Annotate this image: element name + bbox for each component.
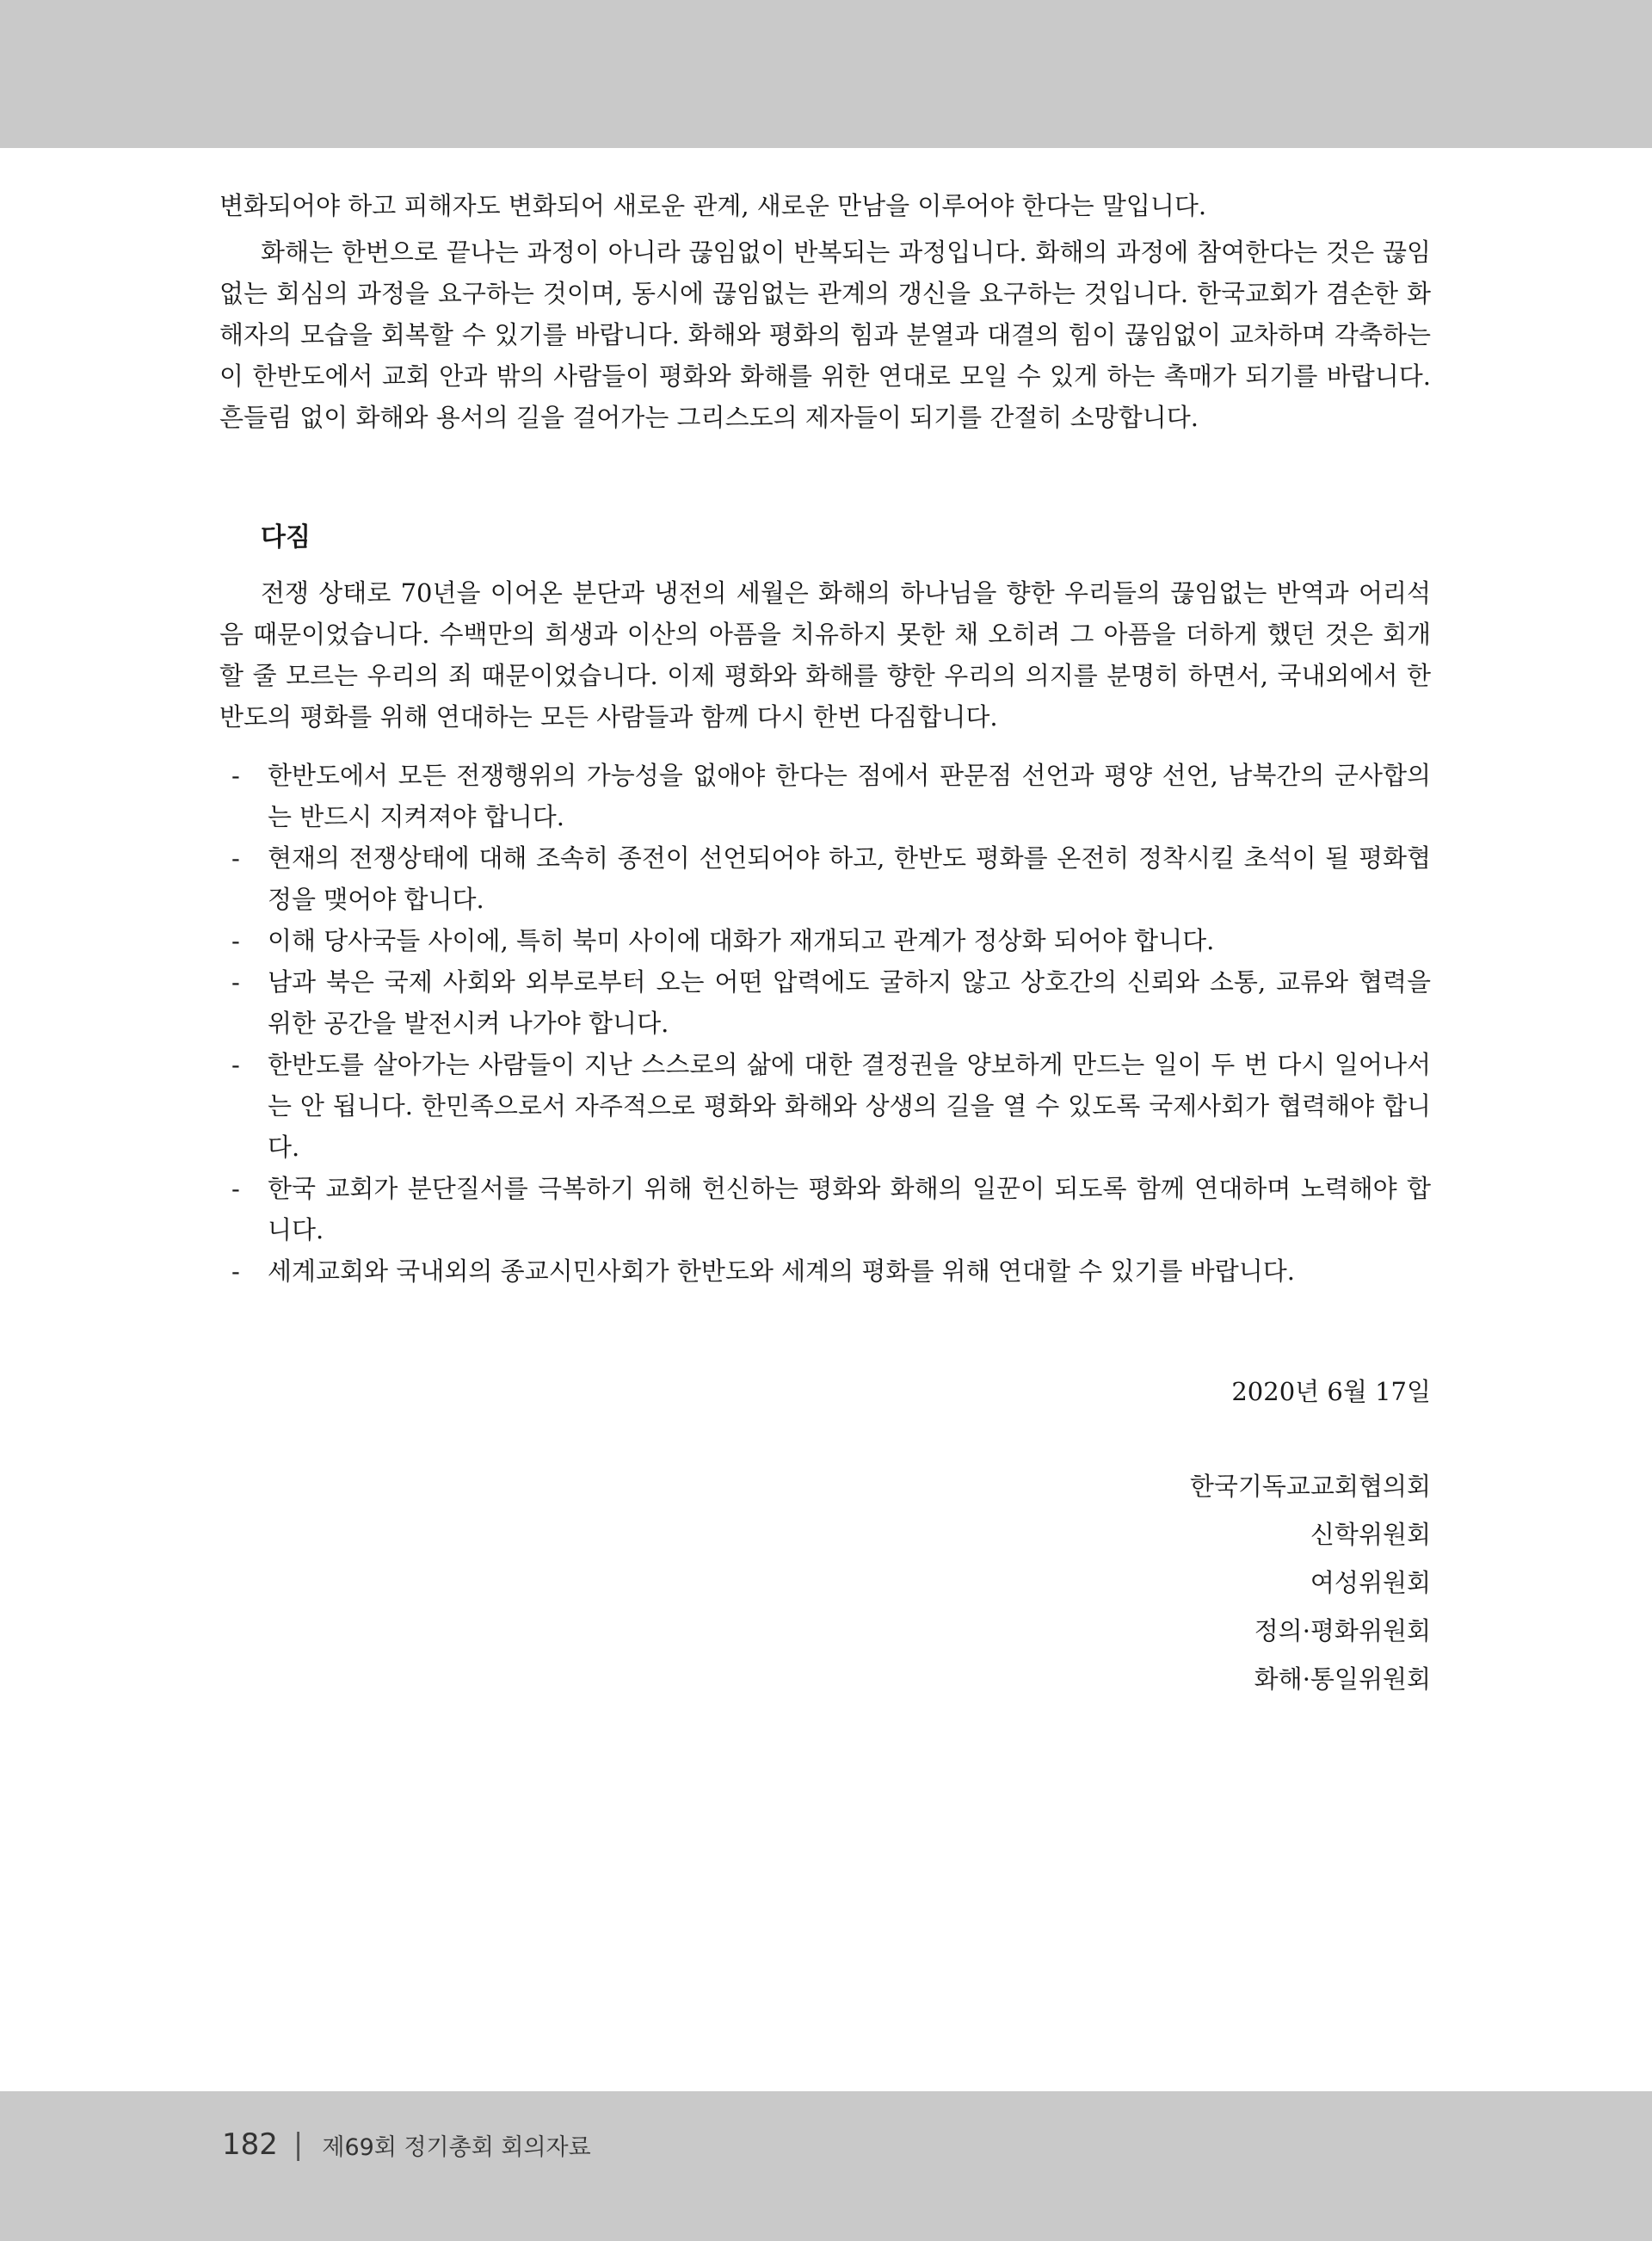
pledge-item-5: - 한반도를 살아가는 사람들이 지난 스스로의 삶에 대한 결정권을 양보하게 만드는 일이 두 번 다시 일어나서는 안 됩니다. 한민족으로서 자주적으로 평화와 화해와 상생의 길을 열 수 있도록 국제사회가 협력해야 합니다. bbox=[219, 1044, 1431, 1168]
footer-separator: | bbox=[293, 2127, 304, 2162]
pledge-item-1: - 한반도에서 모든 전쟁행위의 가능성을 없애야 한다는 점에서 판문점 선언과 평양 선언, 남북간의 군사합의는 반드시 지켜져야 합니다. bbox=[219, 755, 1431, 837]
pledge-item-3: - 이해 당사국들 사이에, 특히 북미 사이에 대화가 재개되고 관계가 정상화 되어야 합니다. bbox=[219, 920, 1431, 961]
pledge-list bbox=[219, 755, 1431, 1292]
signature-org-main: 한국기독교교회협의회 bbox=[1189, 1472, 1431, 1501]
footer-document-title: 제69회 정기총회 회의자료 bbox=[322, 2133, 591, 2161]
pledge-item-7: - 세계교회와 국내외의 종교시민사회가 한반도와 세계의 평화를 위해 연대할 수 있기를 바랍니다. bbox=[219, 1250, 1431, 1292]
signature-org-reconciliation-unification: 화해·통일위원회 bbox=[1254, 1664, 1431, 1694]
section-heading: 다짐 bbox=[261, 522, 311, 553]
footer-band bbox=[0, 2091, 1652, 2241]
pledge-item-2: - 현재의 전쟁상태에 대해 조속히 종전이 선언되어야 하고, 한반도 평화를 온전히 정착시킬 초석이 될 평화협정을 맺어야 합니다. bbox=[219, 837, 1431, 920]
pledge-item-4: - 남과 북은 국제 사회와 외부로부터 오는 어떤 압력에도 굴하지 않고 상호간의 신뢰와 소통, 교류와 협력을 위한 공간을 발전시켜 나가야 합니다. bbox=[219, 961, 1431, 1044]
signature-block bbox=[219, 1371, 1431, 1703]
signature-date: 2020년 6월 17일 bbox=[1231, 1377, 1431, 1406]
body-paragraph-1: 변화되어야 하고 피해자도 변화되어 새로운 관계, 새로운 만남을 이루어야 한다는 말입니다. bbox=[219, 191, 1207, 220]
pledge-item-6: - 한국 교회가 분단질서를 극복하기 위해 헌신하는 평화와 화해의 일꾼이 되도록 함께 연대하며 노력해야 합니다. bbox=[219, 1168, 1431, 1250]
page-content bbox=[219, 185, 1431, 1703]
signature-org-theology: 신학위원회 bbox=[1310, 1520, 1431, 1549]
signature-org-women: 여성위원회 bbox=[1310, 1568, 1431, 1597]
page-number: 182 bbox=[222, 2127, 278, 2162]
header-band bbox=[0, 0, 1652, 148]
page-footer bbox=[222, 2127, 591, 2162]
body-paragraph-2: 화해는 한번으로 끝나는 과정이 아니라 끊임없이 반복되는 과정입니다. 화해의 과정에 참여한다는 것은 끊임없는 회심의 과정을 요구하는 것이며, 동시에 끊임없는 관계의 갱신을 요구하는 것입니다. 한국교회가 겸손한 화해자의 모습을 회복할 수 있기를 바랍니다. 화해와 평화의 힘과 분열과 대결의 힘이 끊임없이 교차하며 각축하는 이 한반도에서 교회 안과 밖의 사람들이 평화와 화해를 위한 연대로 모일 수 있게 하는 촉매가 되기를 바랍니다. 흔들림 없이 화해와 용서의 길을 걸어가는 그리스도의 제자들이 되기를 간절히 소망합니다. bbox=[219, 238, 1431, 432]
signature-org-justice-peace: 정의·평화위원회 bbox=[1254, 1616, 1431, 1645]
section-intro: 전쟁 상태로 70년을 이어온 분단과 냉전의 세월은 화해의 하나님을 향한 우리들의 끊임없는 반역과 어리석음 때문이었습니다. 수백만의 희생과 이산의 아픔을 치유하지 못한 채 오히려 그 아픔을 더하게 했던 것은 회개할 줄 모르는 우리의 죄 때문이었습니다. 이제 평화와 화해를 향한 우리의 의지를 분명히 하면서, 국내외에서 한반도의 평화를 위해 연대하는 모든 사람들과 함께 다시 한번 다짐합니다. bbox=[219, 578, 1431, 732]
